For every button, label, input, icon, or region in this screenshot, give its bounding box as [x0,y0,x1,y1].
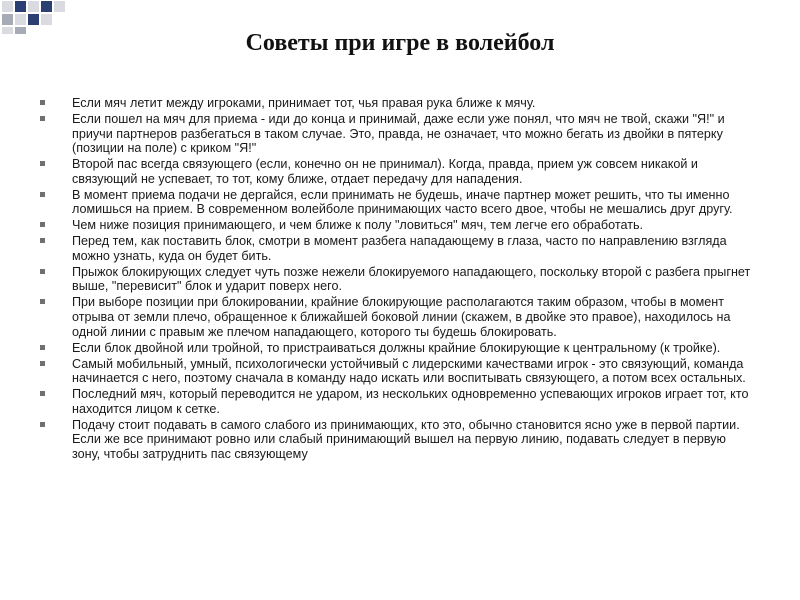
square-bullet-icon [40,238,45,243]
list-item [40,112,755,156]
list-item [40,157,755,186]
square-bullet-icon [40,391,45,396]
decor-square [41,1,52,12]
list-item [40,387,755,416]
tip-text: Второй пас всегда связующего (если, конечно он не принимал). Когда, правда, прием уж совсем никакой и связующий не успевает, то тот, кому ближе, отдает передачу для нападения. [72,157,698,186]
decor-square [2,14,13,25]
tip-text: Чем ниже позиция принимающего, и чем ближе к полу "ловиться" мяч, тем легче его обработать. [72,218,644,233]
list-item [40,96,755,111]
list-item [40,341,755,356]
tip-text: Последний мяч, который переводится не ударом, из нескольких одновременно успевающих игроков играет тот, кто находится лицом к сетке. [72,387,749,416]
decor-square [41,14,52,25]
square-bullet-icon [40,100,45,105]
square-bullet-icon [40,299,45,304]
tip-text: Перед тем, как поставить блок, смотри в момент разбега нападающему в глаза, часто по направлению взгляда можно узнать, куда он будет бить. [72,234,727,263]
square-bullet-icon [40,345,45,350]
list-item [40,218,755,233]
decor-square [2,1,13,12]
tip-text: Если мяч летит между игроками, принимает тот, чья правая рука ближе к мячу. [72,96,536,110]
list-item [40,188,755,217]
list-item [40,357,755,386]
list-item [40,418,755,462]
square-bullet-icon [40,222,45,227]
tip-text: Самый мобильный, умный, психологически устойчивый с лидерскими качествами игрок - это связующий, команда начинается с него, поэтому сначала в команду надо искать или воспитывать связующего, а потом всех остальных. [72,356,746,386]
decor-square [15,1,26,12]
slide-title: Советы при игре в волейбол [245,30,555,56]
square-bullet-icon [40,269,45,274]
list-item [40,265,755,294]
tip-text: Если пошел на мяч для приема - иди до конца и принимай, даже если уже понял, что мяч не твой, скажи "Я!" и приучи партнеров разбегаться в таком случае. Это, правда, не означает, что можно бегать из двойки в пятерку (позиции на поле) с криком "Я!" [72,111,725,156]
square-bullet-icon [40,192,45,197]
decor-square [54,1,65,12]
tip-text: Если блок двойной или тройной, то пристраиваться должны крайние блокирующие к центральному (к тройке). [72,340,721,355]
tip-text: Прыжок блокирующих следует чуть позже нежели блокируемого нападающего, поскольку второй с разбега прыгнет выше, "перевисит" блок и ударит поверх него. [72,264,751,294]
tip-text: Подачу стоит подавать в самого слабого из принимающих, кто это, обычно становится ясно уже в первой партии. Если же все принимают ровно или слабый принимающий вышел на первую линию, подавать следует в первую зону, чтобы затруднить пас связующему [72,417,740,461]
tip-text: При выборе позиции при блокировании, крайние блокирующие располагаются таким образом, чтобы в момент отрыва от земли плечо, обращенное к ближайшей боковой линии (скажем, в двойке это правое), находилось на одной линии с правым же плечом нападающего, которого ты будешь блокировать. [72,295,731,339]
tips-list [40,96,755,463]
decor-square [28,14,39,25]
square-bullet-icon [40,361,45,366]
decor-square [28,1,39,12]
list-item [40,234,755,263]
list-item [40,295,755,339]
square-bullet-icon [40,422,45,427]
square-bullet-icon [40,161,45,166]
decor-square [15,14,26,25]
square-bullet-icon [40,116,45,121]
tip-text: В момент приема подачи не дергайся, если принимать не будешь, иначе партнер может решить, что ты именно ломишься на прием. В современном волейболе принимающих часто всего двое, чтобы не мешались друг другу. [72,187,733,217]
